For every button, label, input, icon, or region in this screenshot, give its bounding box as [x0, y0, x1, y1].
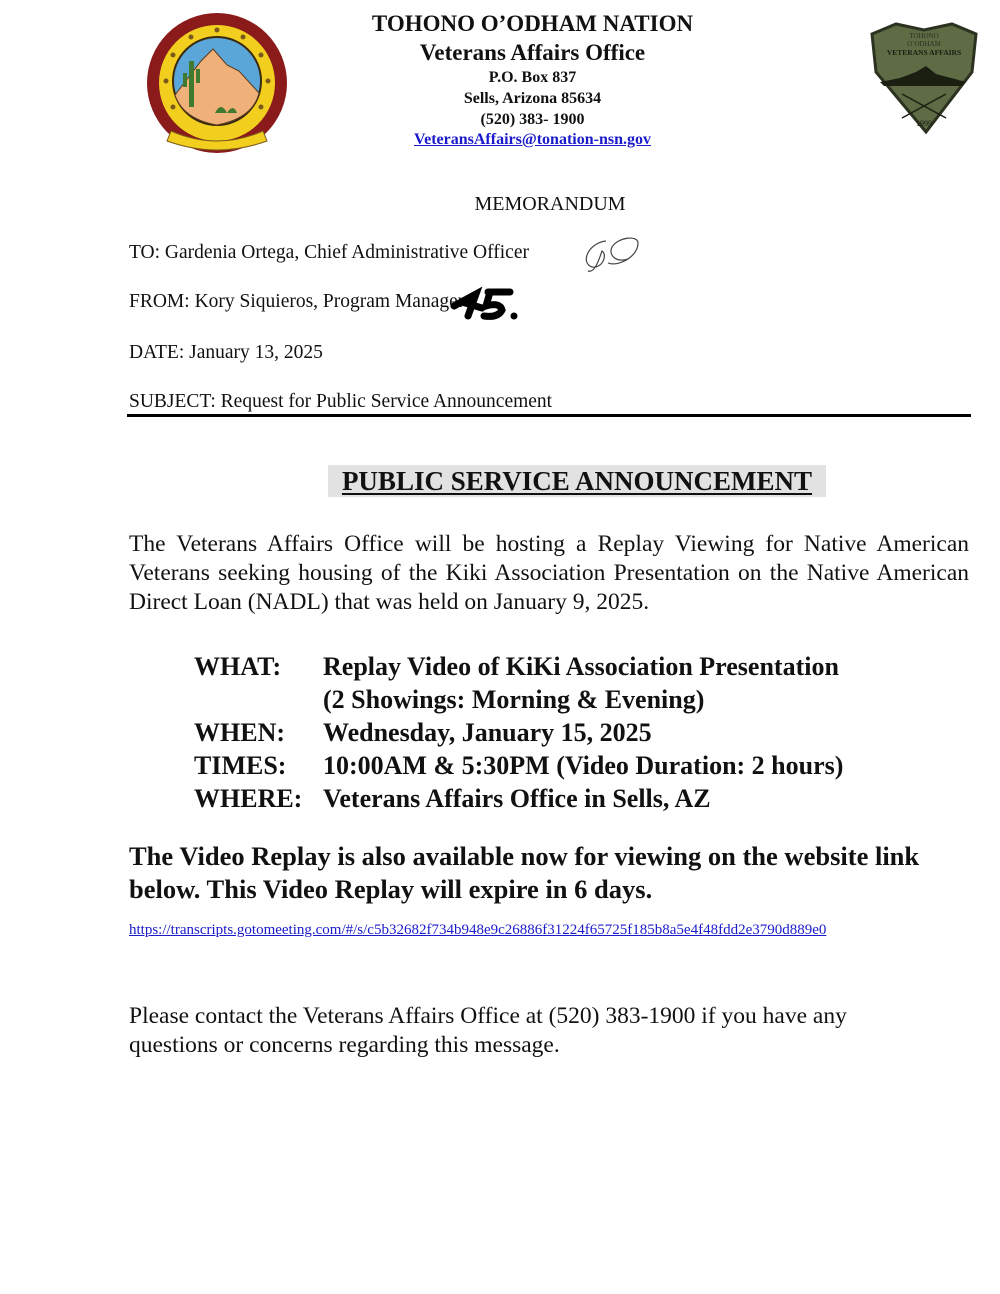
- letterhead-city: Sells, Arizona 85634: [463, 90, 602, 107]
- detail-value: Replay Video of KiKi Association Presentation: [323, 652, 839, 681]
- letterhead-nation: TOHONO O’ODHAM NATION: [371, 11, 694, 36]
- contact-note: Please contact the Veterans Affairs Office at (520) 383-1900 if you have any questions or concerns regarding this message.: [129, 1003, 847, 1058]
- veterans-affairs-emblem-logo: [866, 22, 982, 134]
- detail-row-when: [194, 716, 843, 749]
- psa-title: PUBLIC SERVICE ANNOUNCEMENT: [328, 465, 826, 497]
- detail-label: [194, 683, 323, 716]
- signature-initials-ks: [448, 286, 520, 322]
- memo-from: FROM: Kory Siquieros, Program Manager: [129, 291, 465, 312]
- memo-date: DATE: January 13, 2025: [129, 342, 323, 363]
- detail-label: WHEN:: [194, 718, 285, 747]
- letterhead-phone: (520) 383- 1900: [480, 111, 585, 128]
- detail-label: WHAT:: [194, 652, 282, 681]
- memo-subject: SUBJECT: Request for Public Service Announcement: [129, 391, 553, 412]
- letterhead-office: Veterans Affairs Office: [419, 40, 646, 65]
- signature-initials-go: [578, 233, 644, 275]
- detail-label: TIMES:: [194, 751, 287, 780]
- svg-text:O’ODHAM: O’ODHAM: [907, 40, 941, 48]
- detail-value: Wednesday, January 15, 2025: [323, 718, 652, 747]
- detail-value: 10:00AM & 5:30PM (Video Duration: 2 hours): [323, 751, 844, 780]
- detail-row-times: [194, 749, 843, 782]
- memo-title: MEMORANDUM: [474, 193, 626, 215]
- detail-value: (2 Showings: Morning & Evening): [323, 685, 705, 714]
- video-replay-link[interactable]: https://transcripts.gotomeeting.com/#/s/c5b32682f734b948e9c26886f31224f65725f185b8a5e4f48fdd2e3790d889e0: [129, 922, 827, 938]
- nation-seal-logo: [143, 13, 291, 155]
- svg-text:1999: 1999: [916, 119, 932, 128]
- availability-notice: The Video Replay is also available now for viewing on the website link below. This Video Replay will expire in 6 days.: [129, 841, 920, 904]
- detail-value: Veterans Affairs Office in Sells, AZ: [323, 784, 711, 813]
- event-details: [194, 650, 843, 815]
- detail-row-what-continued: [194, 683, 843, 716]
- detail-row-where: [194, 782, 843, 815]
- detail-label: WHERE:: [194, 784, 303, 813]
- detail-row-what: [194, 650, 843, 683]
- svg-text:TOHONO: TOHONO: [909, 32, 939, 40]
- svg-text:VETERANS AFFAIRS: VETERANS AFFAIRS: [886, 48, 962, 57]
- letterhead-po-box: P.O. Box 837: [488, 69, 577, 86]
- letterhead-email-link[interactable]: VeteransAffairs@tonation-nsn.gov: [414, 131, 651, 148]
- header-divider: [127, 414, 971, 417]
- psa-intro: The Veterans Affairs Office will be hosting a Replay Viewing for Native American Veterans seeking housing of the Kiki Association Presentation on the Native American Direct Loan (NADL) that was held on January 9, 2025.: [129, 531, 969, 615]
- memo-to: TO: Gardenia Ortega, Chief Administrative Officer: [129, 242, 529, 263]
- letterhead-email-container: [300, 130, 765, 150]
